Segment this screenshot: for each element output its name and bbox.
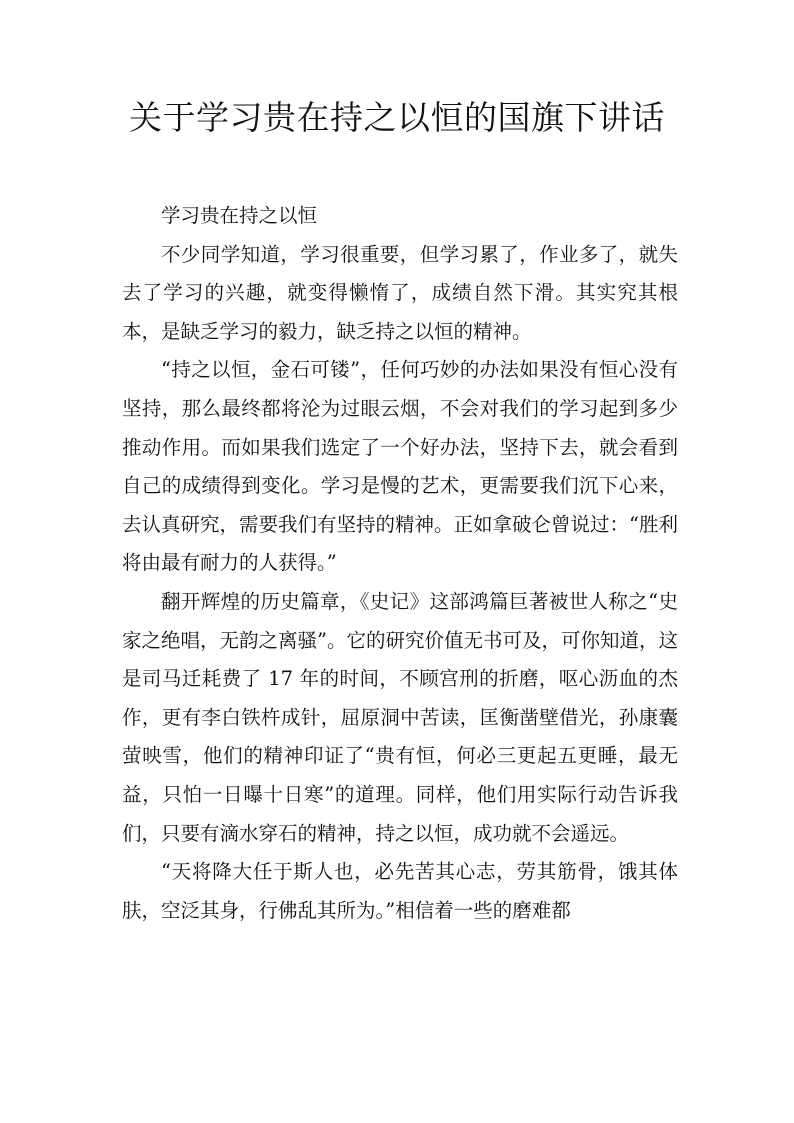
document-body [122, 197, 678, 930]
body-paragraph-2: “持之以恒，金石可镂”，任何巧妙的办法如果没有恒心没有坚持，那么最终都将沦为过眼云烟，不会对我们的学习起到多少推动作用。而如果我们选定了一个好办法，坚持下去，就会看到自己的成绩得到变化。学习是慢的艺术，更需要我们沉下心来，去认真研究，需要我们有坚持的精神。正如拿破仑曾说过：“胜利将由最有耐力的人获得。” [122, 358, 678, 575]
body-paragraph-4: “天将降大任于斯人也，必先苦其心志，劳其筋骨，饿其体肤，空泛其身，行佛乱其所为。”相信着一些的磨难都 [122, 860, 678, 922]
body-paragraph-3: 翻开辉煌的历史篇章，《史记》这部鸿篇巨著被世人称之“史家之绝唱，无韵之离骚”。它的研究价值无书可及，可你知道，这是司马迁耗费了 17 年的时间，不顾宫刑的折磨，呕心沥血的杰作，更有李白铁杵成针，屈原洞中苦读，匡衡凿壁借光，孙康囊萤映雪，他们的精神印证了“贵有恒，何必三更起五更睡，最无益，只怕一日曝十日寒”的道理。同样，他们用实际行动告诉我们，只要有滴水穿石的精神，持之以恒，成功就不会遥远。 [122, 589, 678, 845]
subtitle-paragraph: 学习贵在持之以恒 [161, 204, 318, 227]
body-paragraph-1: 不少同学知道，学习很重要，但学习累了，作业多了，就失去了学习的兴趣，就变得懒惰了，成绩自然下滑。其实究其根本，是缺乏学习的毅力，缺乏持之以恒的精神。 [122, 242, 678, 343]
document-title: 关于学习贵在持之以恒的国旗下讲话 [129, 98, 665, 137]
